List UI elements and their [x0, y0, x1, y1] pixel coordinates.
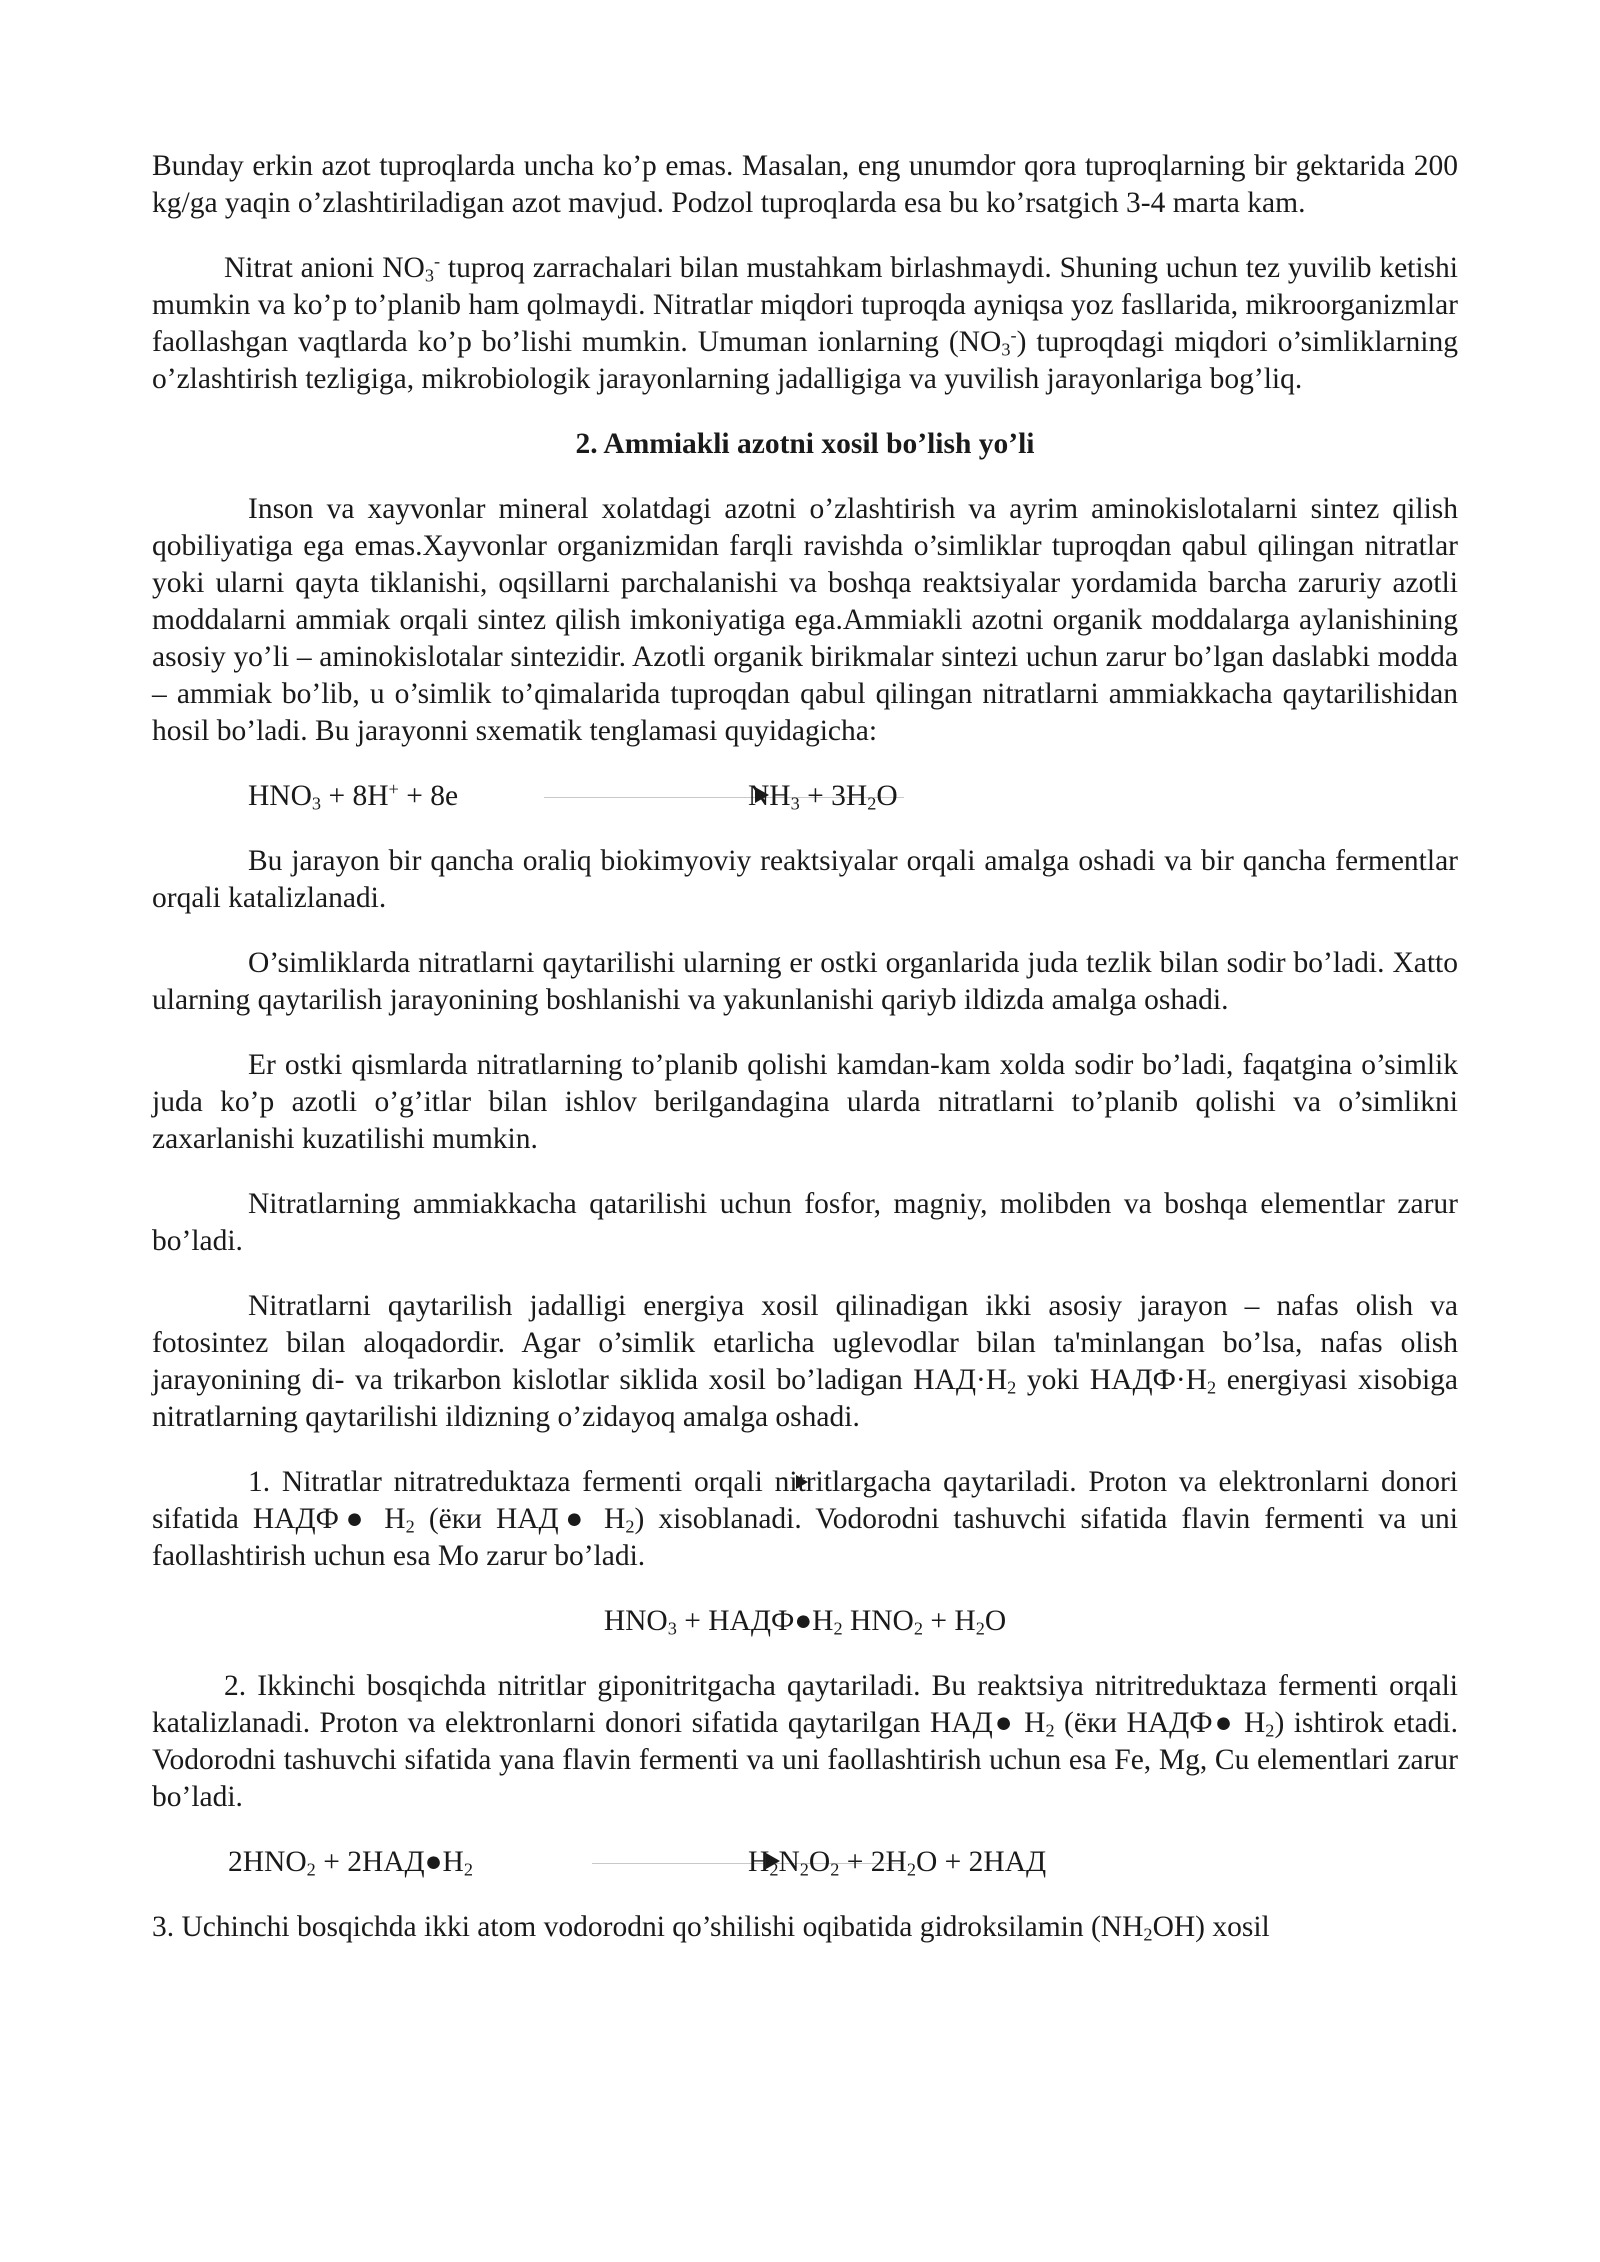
equation-1-lhs: $HNO_3 + 8H^+ + 8e$ [248, 778, 459, 814]
paragraph-9: 1. Nitratlar nitratreduktaza fermenti orqali nitritlargacha qaytariladi. Proton va elektronlarni donori sifatida НАДФ● $H_2$ (ёки НАД● $H_2$) xisoblanadi. Vodorodni tashuvchi sifatida flavin fermenti va uni faollashtirish uchun esa Mo zarur bo’ladi. [152, 1466, 1458, 1572]
paragraph-8: Nitratlarni qaytarilish jadalligi energiya xosil qilinadigan ikki asosiy jarayon – nafas olish va fotosintez bilan aloqadordir. Agar o’simlik etarlicha uglevodlar bilan ta'minlangan bo’lsa, nafas olish jarayonining di- va trikarbon kislotlar siklida xosil bo’ladigan $НАД\cdot H_2$ yoki $НАДФ\cdot H_2$ energiyasi xisobiga nitratlarning qaytarilishi ildizning o’zidayoq amalga oshadi. [152, 1290, 1458, 1433]
paragraph-5: O’simliklarda nitratlarni qaytarilishi ularning er ostki organlarida juda tezlik bilan sodir bo’ladi. Xatto ularning qaytarilish jarayonining boshlanishi va yakunlanishi qariyb ildizda amalga oshadi. [152, 947, 1458, 1016]
equation-3 [152, 1844, 1458, 1881]
equation-1 [152, 778, 1458, 815]
paragraph-4: Bu jarayon bir qancha oraliq biokimyoviy reaktsiyalar orqali amalga oshadi va bir qancha fermentlar orqali katalizlanadi. [152, 845, 1458, 914]
paragraph-2: Nitrat anioni $NO_3^-$ tuproq zarrachalari bilan mustahkam birlashmaydi. Shuning uchun tez yuvilib ketishi mumkin va ko’p to’planib ham qolmaydi. Nitratlar miqdori tuproqda ayniqsa yoz fasllarida, mikroorganizmlar faollashgan vaqtlarda ko’p bo’lishi mumkin. Umuman ionlarning $(NO_3^-)$ tuproqdagi miqdori o’simliklarning o’zlashtirish tezligiga, mikrobiologik jarayonlarning jadalligiga va yuvilish jarayonlariga bog’liq. [152, 250, 1458, 395]
paragraph-3: Inson va xayvonlar mineral xolatdagi azotni o’zlashtirish va ayrim aminokislotalarni sintez qilish qobiliyatiga ega emas.Xayvonlar organizmidan farqli ravishda o’simliklar tuproqdan qabul qilingan nitratlar yoki ularni qayta tiklanishi, oqsillarni parchalanishi va boshqa reaktsiyalar yordamida barcha zaruriy azotli moddalarni ammiak orqali sintez qilish imkoniyatiga ega.Ammiakli azotni organik moddalarga aylanishining asosiy yo’li – aminokislotalar sintezidir. Azotli organik birikmalar sintezi uchun zarur bo’lgan daslabki modda – ammiak bo’lib, u o’simlik to’qimalarida tuproqdan qabul qilingan nitratlarni ammiakkacha qaytarilishidan hosil bo’ladi. Bu jarayonni sxematik tenglamasi quyidagicha: [152, 493, 1458, 747]
paragraph-1: Bunday erkin azot tuproqlarda uncha ko’p emas. Masalan, eng unumdor qora tuproqlarning bir gektarida 200 kg/ga yaqin o’zlashtiriladigan azot mavjud. Podzol tuproqlarda esa bu ko’rsatgich 3-4 marta kam. [152, 150, 1458, 219]
document-page [152, 148, 1458, 1974]
paragraph-10: 2. Ikkinchi bosqichda nitritlar giponitritgacha qaytariladi. Bu reaktsiya nitritreduktaza fermenti orqali katalizlanadi. Proton va elektronlarni donori sifatida qaytarilgan НАД● $H_2$ (ёки НАДФ● $H_2$) ishtirok etadi. Vodorodni tashuvchi sifatida yana flavin fermenti va uni faollashtirish uchun esa Fe, Mg, Cu elementlari zarur bo’ladi. [152, 1670, 1459, 1813]
equation-2: $HNO_3$ + $НАДФ●H_2$ $HNO_2 + H_2O$ [603, 1605, 1007, 1639]
equation-1-rhs: $NH_3 + 3H_2O$ [748, 780, 898, 814]
equation-3-lhs: $2HNO_2$ + $2НАД●H_2$ [228, 1846, 473, 1880]
paragraph-7: Nitratlarning ammiakkacha qatarilishi uchun fosfor, magniy, molibden va boshqa elementlar zarur bo’ladi. [152, 1188, 1458, 1257]
paragraph-11: 3. Uchinchi bosqichda ikki atom vodorodni qo’shilishi oqibatida gidroksilamin $(NH_2OH)$ xosil [152, 1911, 1270, 1945]
reaction-arrow-icon [796, 1475, 808, 1489]
section-heading: 2. Ammiakli azotni xosil bo’lish yo’li [575, 428, 1035, 460]
paragraph-6: Er ostki qismlarda nitratlarning to’planib qolishi kamdan-kam xolda sodir bo’ladi, faqatgina o’simlik juda ko’p azotli o’g’itlar bilan ishlov berilgandagina ularda nitratlarni to’planib qolishi va o’simlikni zaxarlanishi kuzatilishi mumkin. [152, 1049, 1458, 1155]
equation-3-rhs: $H_2N_2O_2 + 2H_2O + 2НАД$ [748, 1846, 1047, 1880]
